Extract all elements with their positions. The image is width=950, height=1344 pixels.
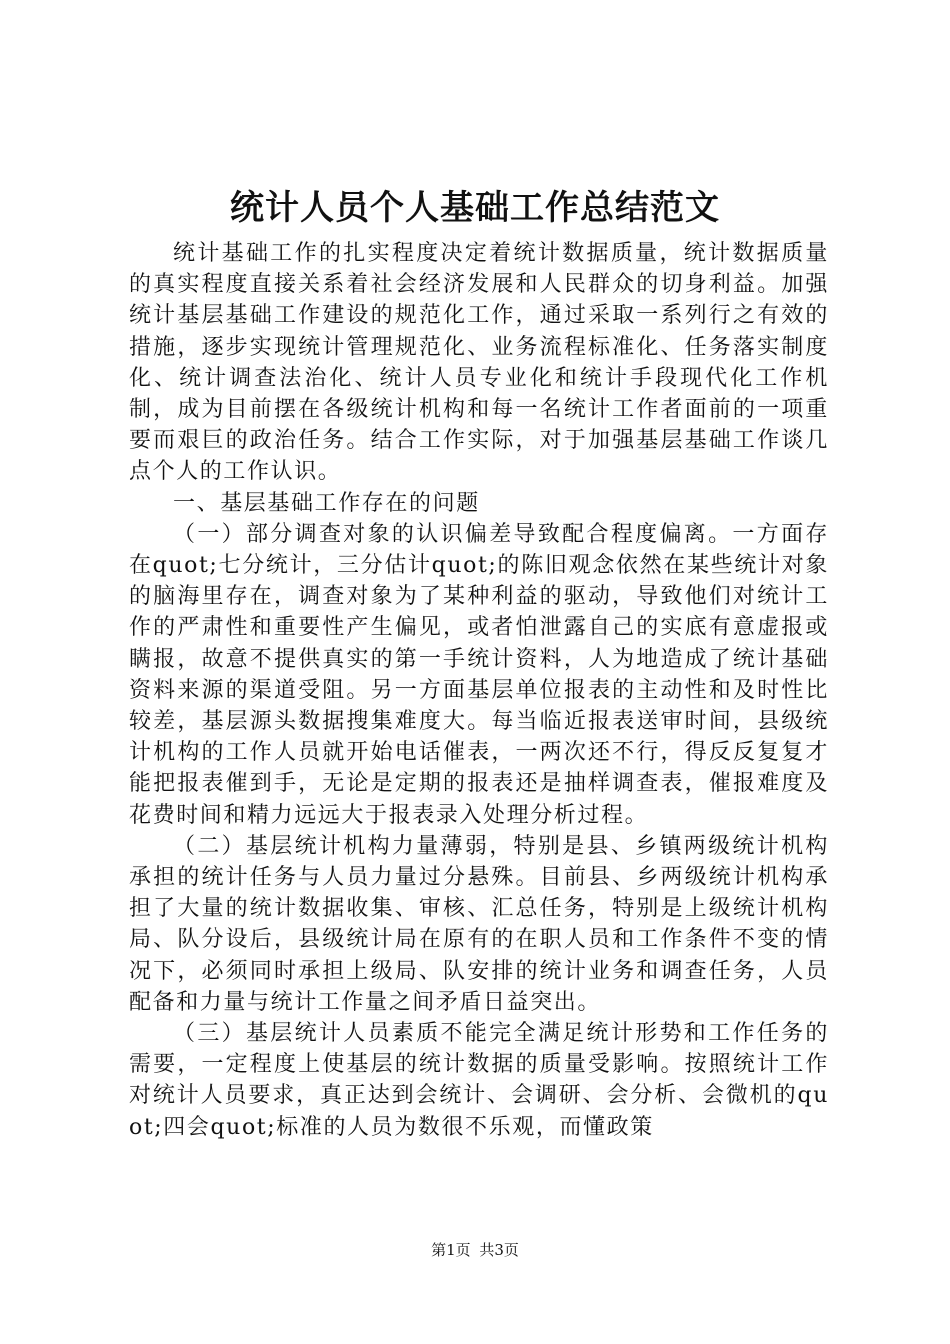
document-title: 统计人员个人基础工作总结范文	[230, 188, 720, 228]
paragraph-intro: 统计基础工作的扎实程度决定着统计数据质量，统计数据质量的真实程度直接关系着社会经济发展和人民群众的切身利益。加强统计基层基础工作建设的规范化工作，通过采取一系列行之有效的措施，逐步实现统计管理规范化、业务流程标准化、任务落实制度化、统计调查法治化、统计人员专业化和统计手段现代化工作机制，成为目前摆在各级统计机构和每一名统计工作者面前的一项重要而艰巨的政治任务。结合工作实际，对于加强基层基础工作谈几点个人的工作认识。	[129, 241, 829, 485]
paragraph-issue-2: （二）基层统计机构力量薄弱，特别是县、乡镇两级统计机构承担的统计任务与人员力量过分悬殊。目前县、乡两级统计机构承担了大量的统计数据收集、审核、汇总任务，特别是上级统计机构局、队分设后，县级统计局在原有的在职人员和工作条件不变的情况下，必须同时承担上级局、队安排的统计业务和调查任务，人员配备和力量与统计工作量之间矛盾日益突出。	[129, 833, 829, 1015]
paragraph-issue-1: （一）部分调查对象的认识偏差导致配合程度偏离。一方面存在quot;七分统计，三分估计quot;的陈旧观念依然在某些统计对象的脑海里存在，调查对象为了某种利益的驱动，导致他们对统计工作的严肃性和重要性产生偏见，或者怕泄露自己的实底有意虚报或瞒报，故意不提供真实的第一手统计资料，人为地造成了统计基础资料来源的渠道受阻。另一方面基层单位报表的主动性和及时性比较差，基层源头数据搜集难度大。每当临近报表送审时间，县级统计机构的工作人员就开始电话催表，一两次还不行，得反反复复才能把报表催到手，无论是定期的报表还是抽样调查表，催报难度及花费时间和精力远远大于报表录入处理分析过程。	[129, 521, 829, 828]
section-heading: 一、基层基础工作存在的问题	[173, 490, 480, 516]
document-body	[129, 238, 829, 1143]
page-footer	[0, 1240, 950, 1260]
page-number: 第1页	[431, 1241, 471, 1259]
page-total: 共3页	[479, 1241, 519, 1259]
paragraph-issue-3: （三）基层统计人员素质不能完全满足统计形势和工作任务的需要，一定程度上使基层的统计数据的质量受影响。按照统计工作对统计人员要求，真正达到会统计、会调研、会分析、会微机的quot;四会quot;标准的人员为数很不乐观，而懂政策	[129, 1021, 829, 1140]
